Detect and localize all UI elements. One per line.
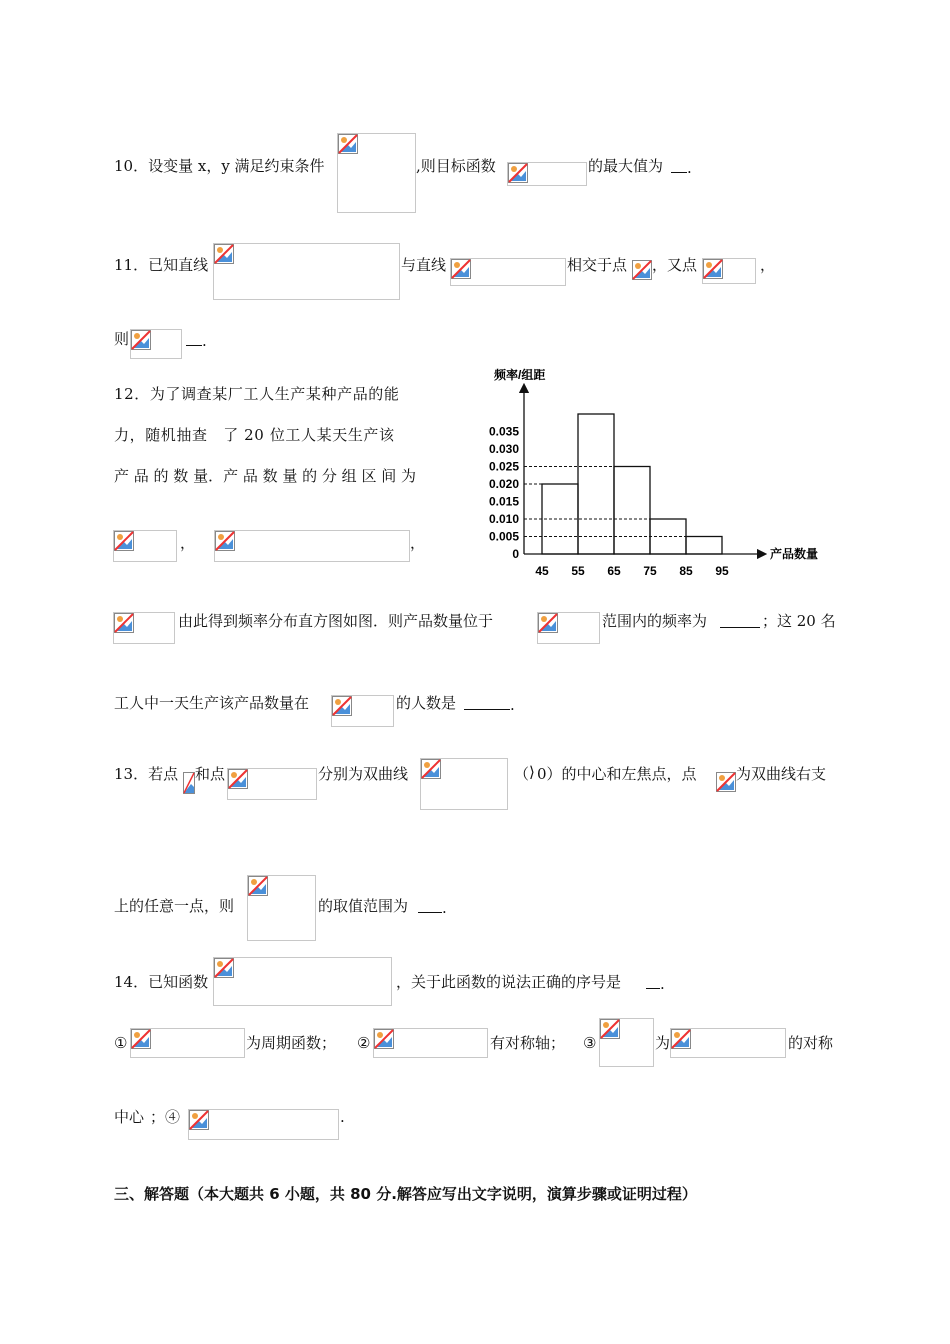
line1-image bbox=[213, 243, 400, 300]
option3-text-c: 中心 bbox=[114, 1108, 145, 1126]
q12-comma2: ， bbox=[410, 534, 426, 552]
option4-text: . bbox=[340, 1108, 345, 1126]
broken-image-icon bbox=[131, 1029, 151, 1049]
q12-line3: 产 品 的 数 量．产 品 数 量 的 分 组 区 间 为 bbox=[114, 467, 416, 485]
broken-image-icon bbox=[600, 1019, 620, 1039]
point-o-image bbox=[183, 772, 195, 794]
broken-image-icon bbox=[131, 330, 151, 350]
q13-text-a: 13．若点 bbox=[114, 765, 179, 783]
broken-image-icon bbox=[332, 696, 352, 716]
q11-text-c: 相交于点 bbox=[567, 256, 628, 274]
q12-count-blank: . bbox=[464, 693, 515, 715]
q14-text-b: ，关于此函数的说法正确的序号是 bbox=[396, 973, 622, 991]
interval-image-2 bbox=[214, 530, 410, 562]
y-tick-label: 0.015 bbox=[488, 494, 519, 509]
q13-text-g: 的取值范围为 bbox=[318, 897, 409, 915]
broken-image-icon bbox=[716, 772, 736, 792]
interval-image-1 bbox=[113, 530, 177, 562]
interval-image-3 bbox=[113, 612, 175, 644]
broken-image-icon bbox=[451, 259, 471, 279]
q12-text-c: 范围内的频率为 bbox=[602, 612, 708, 630]
x-tick-label: 45 bbox=[535, 564, 549, 578]
q13-text-b: 和点 bbox=[195, 765, 226, 783]
x-tick-label: 95 bbox=[715, 564, 729, 578]
broken-image-icon bbox=[214, 958, 234, 978]
q10-text-c: 的最大值为 bbox=[588, 157, 664, 175]
q12-text-d: ；这 20 名 bbox=[762, 612, 836, 630]
q10-text-b: ,则目标函数 bbox=[416, 157, 496, 175]
histogram-bar bbox=[614, 467, 650, 555]
objective-function-image bbox=[507, 162, 587, 186]
q12-comma1: ， bbox=[180, 534, 196, 552]
q13-answer-blank: . bbox=[418, 896, 447, 918]
broken-image-icon bbox=[114, 613, 134, 633]
option2-marker: ② bbox=[357, 1034, 371, 1052]
q11-text-a: 11．已知直线 bbox=[114, 256, 209, 274]
dot-product-image bbox=[247, 875, 316, 941]
broken-image-icon bbox=[215, 531, 235, 551]
q11-text-e: ， bbox=[760, 256, 776, 274]
q11-answer-blank: . bbox=[186, 329, 207, 351]
histogram-bar bbox=[686, 537, 722, 555]
broken-image-icon bbox=[214, 244, 234, 264]
option3-text-a: 为 bbox=[655, 1034, 671, 1052]
x-tick-label: 55 bbox=[571, 564, 585, 578]
option1-image bbox=[130, 1028, 245, 1058]
broken-image-icon bbox=[183, 772, 195, 794]
q14-answer-blank: . bbox=[646, 972, 665, 994]
y-tick-label: 0.010 bbox=[488, 512, 519, 526]
x-axis-label: 产品数量 bbox=[770, 547, 819, 561]
q11-text-f: 则 bbox=[114, 330, 130, 348]
q12-freq-blank bbox=[720, 611, 760, 633]
option3-text-b: 的对称 bbox=[788, 1034, 834, 1052]
range-image-1 bbox=[537, 612, 600, 644]
broken-image-icon bbox=[338, 134, 358, 154]
broken-image-icon bbox=[538, 613, 558, 633]
q12-text-b: 由此得到频率分布直方图如图．则产品数量位于 bbox=[178, 612, 494, 630]
q13-text-f: 上的任意一点，则 bbox=[114, 897, 235, 915]
x-tick-label: 65 bbox=[607, 564, 621, 578]
option1-marker: ① bbox=[114, 1034, 128, 1052]
q12-line2: 力，随机抽查 了 20 位工人某天生产该 bbox=[114, 426, 395, 444]
frequency-histogram bbox=[478, 362, 846, 588]
q11-text-b: 与直线 bbox=[401, 256, 447, 274]
function-image bbox=[213, 957, 392, 1006]
y-tick-label: 0.025 bbox=[488, 459, 519, 474]
y-tick-label: 0.005 bbox=[488, 529, 519, 544]
broken-image-icon bbox=[671, 1029, 691, 1049]
option3-marker: ③ bbox=[583, 1034, 597, 1052]
broken-image-icon bbox=[421, 759, 441, 779]
q13-text-c: 分别为双曲线 bbox=[318, 765, 409, 783]
q10-answer-blank: . bbox=[671, 156, 692, 178]
broken-image-icon bbox=[632, 260, 652, 280]
broken-image-icon bbox=[248, 876, 268, 896]
option3-image-b bbox=[670, 1028, 786, 1058]
q11-text-d: ，又点 bbox=[652, 256, 698, 274]
option2-image bbox=[373, 1028, 488, 1058]
x-tick-label: 85 bbox=[679, 564, 693, 578]
q12-text-f: 的人数是 bbox=[396, 694, 457, 712]
broken-image-icon bbox=[508, 163, 528, 183]
broken-image-icon bbox=[189, 1110, 209, 1130]
section-heading: 三、解答题（本大题共 6 小题，共 80 分.解答应写出文字说明，演算步骤或证明过程） bbox=[114, 1185, 697, 1203]
line2-image bbox=[450, 258, 566, 286]
x-tick-label: 75 bbox=[643, 564, 657, 578]
point-p-image bbox=[716, 772, 736, 794]
option4-image bbox=[188, 1109, 339, 1140]
q12-text-e: 工人中一天生产该产品数量在 bbox=[114, 694, 310, 712]
option2-text: 有对称轴； bbox=[490, 1034, 566, 1052]
option1-text: 为周期函数； bbox=[246, 1034, 337, 1052]
y-tick-label: 0.020 bbox=[488, 477, 519, 491]
broken-image-icon bbox=[374, 1029, 394, 1049]
q12-line1: 12．为了调查某厂工人生产某种产品的能 bbox=[114, 385, 400, 403]
hyperbola-image bbox=[420, 758, 508, 810]
point2-image bbox=[702, 258, 756, 284]
q13-text-d: （⟩ 0）的中心和左焦点，点 bbox=[514, 763, 697, 783]
point-f-image bbox=[227, 768, 317, 800]
option3-image-a bbox=[599, 1018, 654, 1067]
constraint-image bbox=[337, 133, 416, 213]
y-tick-label: 0 bbox=[512, 547, 519, 561]
q13-text-e: 为双曲线右支 bbox=[736, 765, 827, 783]
broken-image-icon bbox=[228, 769, 248, 789]
q14-text-a: 14．已知函数 bbox=[114, 973, 209, 991]
expression-image bbox=[130, 329, 182, 359]
option4-marker: ；④ bbox=[150, 1108, 181, 1126]
range-image-2 bbox=[331, 695, 394, 727]
y-axis-label: 频率/组距 bbox=[494, 368, 546, 382]
histogram-bar bbox=[578, 414, 614, 554]
broken-image-icon bbox=[114, 531, 134, 551]
broken-image-icon bbox=[703, 259, 723, 279]
q10-text-a: 10．设变量 x，y 满足约束条件 bbox=[114, 157, 325, 175]
y-tick-label: 0.030 bbox=[488, 442, 519, 456]
y-tick-label: 0.035 bbox=[488, 424, 519, 439]
point-image bbox=[632, 260, 652, 282]
